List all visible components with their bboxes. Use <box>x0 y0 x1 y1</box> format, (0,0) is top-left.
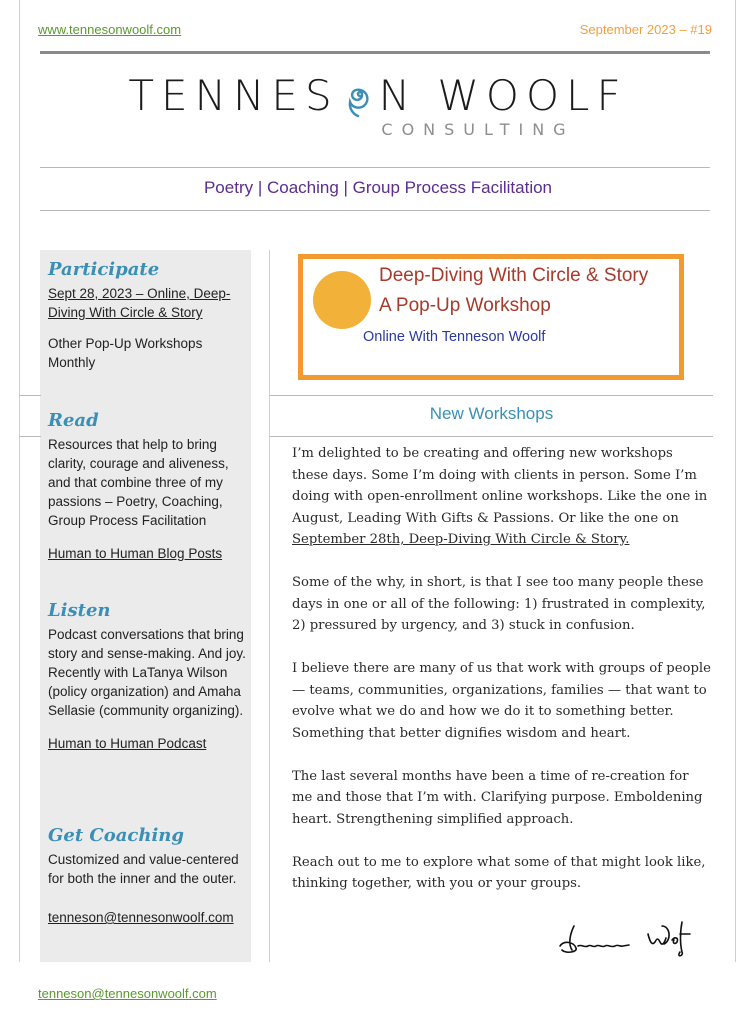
participate-workshop-link[interactable]: Sept 28, 2023 – Online, Deep-Diving With Circle & Story <box>48 286 231 320</box>
sidebar-divider-stub <box>19 395 41 396</box>
logo-name-part2: N WOOLF <box>378 71 628 120</box>
paragraph-4: The last several months have been a time of re-creation for me and those that I’m with. Clarifying purpose. Emboldening heart. Strengthening simplified approach. <box>292 768 703 827</box>
sidebar-section-participate <box>48 259 248 372</box>
header-divider <box>40 51 710 54</box>
workshop-banner[interactable] <box>298 254 684 380</box>
listen-heading: Listen <box>48 600 111 621</box>
paragraph-1-text: I’m delighted to be creating and offering new workshops these days. Some I’m doing with clients in person. Some I’m doing with open-enrollment online workshops. Like the one in August, Leading With Gifts & Passions. Or like the one on <box>292 446 708 526</box>
coaching-email-link[interactable]: tenneson@tennesonwoolf.com <box>48 910 234 925</box>
coaching-text: Customized and value-centered for both the inner and the outer. <box>48 852 239 886</box>
banner-title-line2: A Pop-Up Workshop <box>379 295 551 316</box>
september-workshop-link[interactable]: September 28th, Deep-Diving With Circle & Story. <box>292 532 630 547</box>
tagline-divider-bottom <box>40 210 710 211</box>
sidebar-section-coaching <box>48 825 248 927</box>
tagline-divider-top <box>40 167 710 168</box>
sun-circle-icon <box>313 271 371 329</box>
website-link[interactable]: www.tennesonwoolf.com <box>38 22 182 37</box>
banner-title-line1: Deep-Diving With Circle & Story <box>379 265 649 286</box>
signature-image <box>556 912 716 962</box>
banner-subtitle: Online With Tenneson Woolf <box>363 329 546 345</box>
read-text: Resources that help to bring clarity, courage and aliveness, and that combine three of my passions – Poetry, Coaching, Group Process Facilitation <box>48 437 229 528</box>
coaching-heading: Get Coaching <box>48 825 184 846</box>
page-frame-left <box>19 0 20 962</box>
sidebar-section-read <box>48 410 248 563</box>
footer-email-link[interactable]: tenneson@tennesonwoolf.com <box>38 986 217 1001</box>
spiral-icon <box>339 72 379 120</box>
read-heading: Read <box>48 410 99 431</box>
logo <box>0 72 756 140</box>
section-divider-top <box>270 395 713 396</box>
podcast-link[interactable]: Human to Human Podcast <box>48 736 207 751</box>
paragraph-3: I believe there are many of us that work with groups of people — teams, communities, organizations, families — that want to evolve what we do and how we do it to something better. Something that better dignifies wisdom and heart. <box>292 661 711 741</box>
tagline: Poetry | Coaching | Group Process Facilitation <box>203 178 553 197</box>
logo-name-part1: TENNES <box>128 71 339 120</box>
section-title: New Workshops <box>429 404 554 423</box>
paragraph-2: Some of the why, in short, is that I see too many people these days in one or all of the following: 1) frustrated in complexity, 2) pressured by urgency, and 3) stuck in confusion. <box>292 575 706 633</box>
participate-text: Other Pop-Up Workshops Monthly <box>48 336 203 370</box>
article-body <box>292 443 712 916</box>
paragraph-5: Reach out to me to explore what some of that might look like, thinking together, with you or your groups. <box>292 854 706 891</box>
paragraph-1 <box>292 443 712 551</box>
blog-posts-link[interactable]: Human to Human Blog Posts <box>48 546 223 561</box>
page-frame-right <box>735 0 736 962</box>
sidebar-section-listen <box>48 600 248 753</box>
participate-heading: Participate <box>48 259 160 280</box>
column-divider <box>269 250 270 962</box>
logo-wordmark <box>0 72 756 120</box>
issue-label: September 2023 – #19 <box>579 22 712 37</box>
sidebar-divider-stub <box>19 436 41 437</box>
logo-subtitle: CONSULTING <box>381 120 575 139</box>
section-divider-bottom <box>270 436 713 437</box>
listen-text: Podcast conversations that bring story and sense-making. And joy. Recently with LaTanya Wilson (policy organization) and Amaha Sellasie (community organizing). <box>48 627 246 718</box>
